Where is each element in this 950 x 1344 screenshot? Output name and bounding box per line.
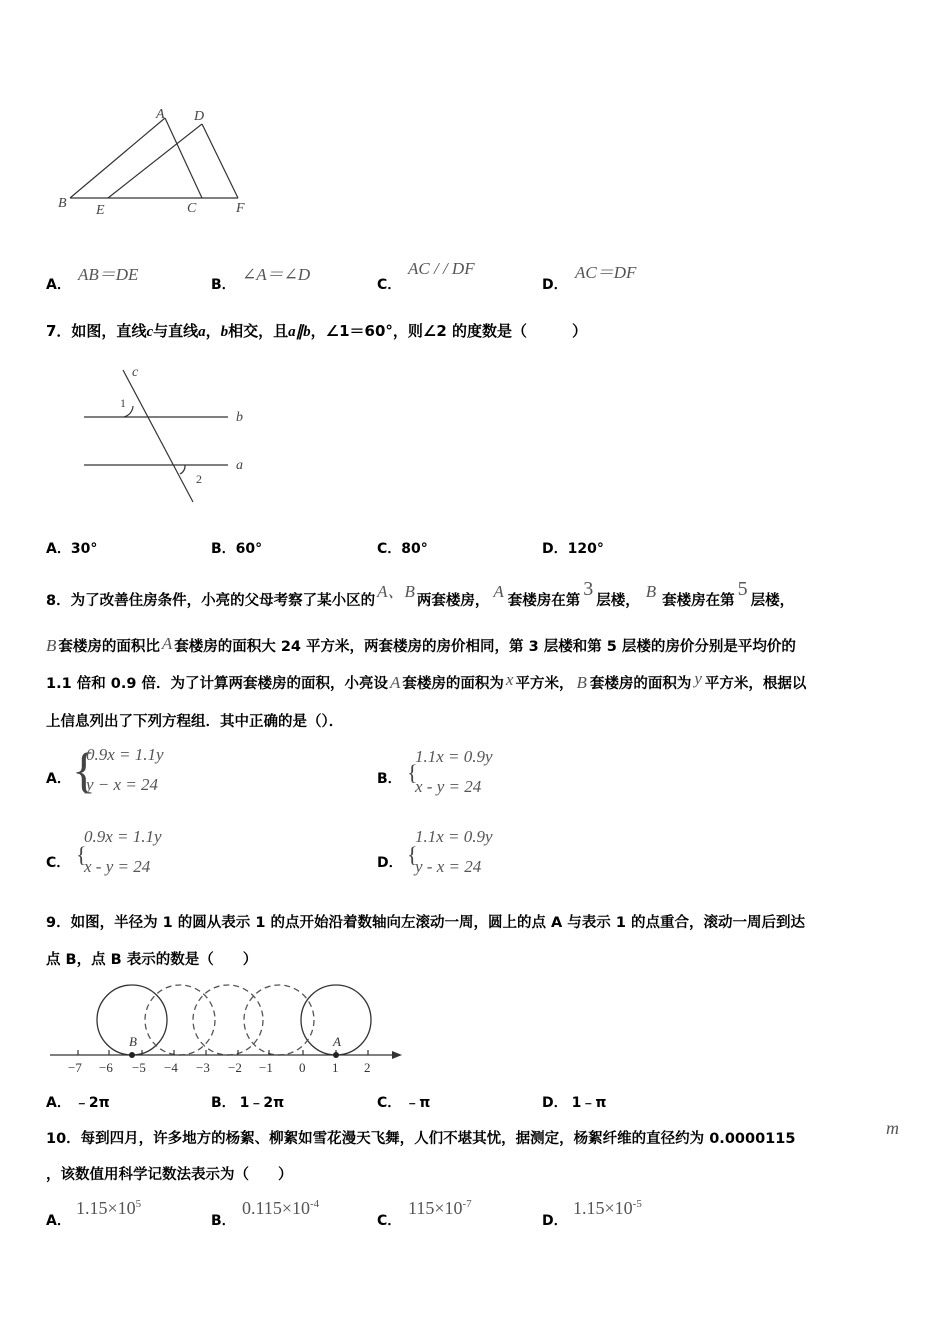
q8-text: 套楼房在第 bbox=[662, 593, 735, 609]
option-text: 80° bbox=[401, 541, 428, 557]
rolling-circle-figure bbox=[46, 976, 416, 1081]
q8-text: 套楼房的面积比 bbox=[58, 639, 160, 655]
tick-label: −7 bbox=[68, 1060, 82, 1075]
q9-option-b[interactable] bbox=[211, 1092, 284, 1112]
angle-1-label: 1 bbox=[120, 396, 126, 410]
option-text: 120° bbox=[567, 541, 604, 557]
q6-option-a-expr: AB＝DE bbox=[78, 265, 139, 284]
label-a: A bbox=[156, 107, 165, 122]
option-text: ﹣π bbox=[405, 1095, 431, 1111]
brace: { bbox=[407, 760, 418, 785]
tick-label: −4 bbox=[164, 1060, 178, 1075]
q7-stem-a: 7．如图，直线 bbox=[46, 322, 147, 340]
q8-math-3: 3 bbox=[583, 578, 594, 600]
brace: { bbox=[72, 742, 96, 798]
tick-label: −2 bbox=[228, 1060, 242, 1075]
equation-system bbox=[415, 822, 493, 882]
q10-option-c-expr bbox=[408, 1198, 472, 1219]
triangles-figure bbox=[50, 100, 270, 225]
q7-comma: ， bbox=[205, 322, 221, 340]
expr-base: 1.15×10 bbox=[573, 1198, 633, 1218]
q6-option-b-expr: ∠A＝∠D bbox=[242, 265, 311, 284]
q10-option-b[interactable] bbox=[211, 1210, 236, 1230]
q8-math-b: B bbox=[46, 636, 57, 655]
tick-label: −6 bbox=[99, 1060, 113, 1075]
option-letter: C． bbox=[377, 1095, 402, 1111]
q8-math-b: B bbox=[645, 582, 657, 601]
q10-option-a-expr bbox=[76, 1198, 141, 1219]
point-a bbox=[333, 1052, 339, 1058]
q7-option-c[interactable] bbox=[377, 538, 428, 558]
q8-math-a: A bbox=[390, 673, 401, 692]
tick-label: 1 bbox=[332, 1060, 339, 1075]
option-letter: D． bbox=[542, 541, 568, 557]
equation-1: 0.9x = 1.1y bbox=[84, 827, 162, 846]
expr-exponent: 5 bbox=[135, 1198, 142, 1210]
label-a: a bbox=[236, 458, 243, 473]
brace: { bbox=[76, 842, 87, 867]
q8-text: 层楼， bbox=[596, 593, 640, 609]
equation-1: 0.9x = 1.1y bbox=[86, 745, 164, 764]
option-text: 1﹣π bbox=[571, 1095, 607, 1111]
option-letter: C． bbox=[377, 541, 402, 557]
q8-text: 平方米， bbox=[515, 676, 574, 692]
q9-option-c[interactable] bbox=[377, 1092, 430, 1112]
q8-text: 套楼房的面积为 bbox=[402, 676, 504, 692]
q10-option-a[interactable] bbox=[46, 1210, 71, 1230]
label-c: c bbox=[132, 365, 139, 380]
label-c: C bbox=[187, 201, 197, 216]
q8-stem-line1 bbox=[46, 578, 795, 611]
tick-label: −3 bbox=[196, 1060, 210, 1075]
q9-stem-line2: 点 B，点 B 表示的数是（ ） bbox=[46, 952, 258, 968]
q8-text: 1.1 倍和 0.9 倍．为了计算两套楼房的面积，小亮设 bbox=[46, 676, 389, 692]
q7-stem-d: ，∠1＝60°，则∠2 的度数是（ ） bbox=[310, 322, 588, 340]
q10-option-d-expr bbox=[573, 1198, 642, 1219]
option-letter: D． bbox=[377, 855, 403, 871]
q8-math-5: 5 bbox=[737, 578, 748, 600]
q6-option-d-expr: AC＝DF bbox=[575, 263, 637, 282]
q10-stem-line2: ，该数值用科学记数法表示为（ ） bbox=[46, 1167, 293, 1183]
option-letter: B． bbox=[377, 771, 402, 787]
q6-option-c[interactable] bbox=[377, 274, 401, 294]
q10-option-c[interactable] bbox=[377, 1210, 401, 1230]
option-text: ﹣2π bbox=[74, 1095, 110, 1111]
equation-2: y - x = 24 bbox=[415, 857, 482, 876]
brace: { bbox=[407, 842, 418, 867]
q7-line-c: c bbox=[146, 324, 154, 340]
q6-option-c-expr: AC / / DF bbox=[408, 259, 475, 278]
q7-line-a: a bbox=[198, 324, 206, 340]
q7-option-d[interactable] bbox=[542, 538, 604, 558]
tick-label: 0 bbox=[299, 1060, 306, 1075]
option-letter: B． bbox=[211, 1095, 236, 1111]
option-letter: D． bbox=[542, 1213, 568, 1229]
option-text: 60° bbox=[235, 541, 263, 557]
tick-label: 2 bbox=[364, 1060, 371, 1075]
option-letter: B． bbox=[211, 277, 236, 293]
option-letter: A． bbox=[46, 1213, 71, 1229]
q8-text: 两套楼房， bbox=[416, 593, 490, 609]
label-b: b bbox=[236, 410, 243, 425]
q8-text: 套楼房在第 bbox=[507, 593, 581, 609]
q10-option-b-expr bbox=[242, 1198, 319, 1219]
q9-stem-line1: 9．如图，半径为 1 的圆从表示 1 的点开始沿着数轴向左滚动一周，圆上的点 A 与表示 1 的点重合，滚动一周后到达 bbox=[46, 915, 805, 931]
q7-stem-c: 相交，且 bbox=[228, 322, 289, 340]
equation-2: y − x = 24 bbox=[86, 775, 159, 794]
option-letter: C． bbox=[377, 1213, 402, 1229]
q7-line-b: b bbox=[220, 324, 229, 340]
option-letter: D． bbox=[542, 277, 568, 293]
q6-option-d[interactable] bbox=[542, 274, 568, 294]
q7-option-b[interactable] bbox=[211, 538, 262, 558]
q7-option-a[interactable] bbox=[46, 538, 97, 558]
label-a: A bbox=[333, 1034, 341, 1049]
q8-text: 平方米，根据以 bbox=[704, 676, 807, 692]
expr-base: 115×10 bbox=[408, 1198, 463, 1218]
option-letter: A． bbox=[46, 277, 71, 293]
option-letter: C． bbox=[46, 855, 71, 871]
label-d: D bbox=[194, 109, 205, 124]
equation-system bbox=[415, 742, 493, 802]
option-text: 1﹣2π bbox=[239, 1095, 285, 1111]
q10-unit: m bbox=[886, 1118, 899, 1138]
expr-exponent: -4 bbox=[309, 1198, 320, 1210]
expr-base: 1.15×10 bbox=[76, 1198, 136, 1218]
q8-math-a: A bbox=[493, 582, 504, 601]
label-e: E bbox=[96, 203, 105, 218]
tick-label: −1 bbox=[259, 1060, 273, 1075]
q8-stem-line4: 上信息列出了下列方程组．其中正确的是（）． bbox=[46, 714, 344, 730]
q7-parallel: a∥b bbox=[288, 324, 311, 340]
q8-math-x: x bbox=[505, 670, 514, 689]
q8-text: 层楼， bbox=[750, 593, 795, 609]
q8-text: 套楼房的面积为 bbox=[589, 676, 692, 692]
option-letter: D． bbox=[542, 1095, 568, 1111]
q6-option-b[interactable] bbox=[211, 274, 236, 294]
label-b: B bbox=[129, 1034, 137, 1049]
option-text: 30° bbox=[70, 541, 98, 557]
q7-stem bbox=[46, 320, 587, 341]
q6-option-a[interactable] bbox=[46, 274, 71, 294]
expr-exponent: -7 bbox=[462, 1198, 472, 1210]
expr-exponent: -5 bbox=[632, 1198, 642, 1210]
q8-math-ab: A、B bbox=[377, 582, 415, 601]
equation-2: x - y = 24 bbox=[415, 777, 482, 796]
q10-option-d[interactable] bbox=[542, 1210, 568, 1230]
q8-stem-line2 bbox=[46, 635, 796, 656]
q8-text: 8．为了改善住房条件，小亮的父母考察了某小区的 bbox=[46, 593, 376, 609]
option-letter: A． bbox=[46, 541, 71, 557]
point-b bbox=[129, 1052, 135, 1058]
q8-math-y: y bbox=[694, 669, 702, 688]
expr-base: 0.115×10 bbox=[242, 1198, 310, 1218]
equation-1: 1.1x = 0.9y bbox=[415, 747, 493, 766]
option-letter: C． bbox=[377, 277, 402, 293]
q8-stem-line3 bbox=[46, 669, 807, 693]
q10-stem-line1: 10．每到四月，许多地方的杨絮、柳絮如雪花漫天飞舞，人们不堪其忧，据测定，杨絮纤维的直径约为 0.0000115 bbox=[46, 1131, 796, 1147]
q8-text: 套楼房的面积大 24 平方米，两套楼房的房价相同，第 3 层楼和第 5 层楼的房价分别是平均价的 bbox=[174, 639, 796, 655]
option-letter: B． bbox=[211, 1213, 236, 1229]
angle-2-label: 2 bbox=[196, 472, 202, 486]
equation-1: 1.1x = 0.9y bbox=[415, 827, 493, 846]
q7-stem-b: 与直线 bbox=[153, 322, 199, 340]
q9-option-d[interactable] bbox=[542, 1092, 606, 1112]
label-b: B bbox=[58, 196, 67, 211]
option-letter: B． bbox=[211, 541, 236, 557]
q8-math-b: B bbox=[576, 673, 587, 692]
parallel-lines-figure bbox=[70, 362, 270, 512]
q9-option-a[interactable] bbox=[46, 1092, 110, 1112]
q8-math-a: A bbox=[161, 634, 173, 653]
option-letter: A． bbox=[46, 771, 71, 787]
equation-2: x - y = 24 bbox=[84, 857, 151, 876]
label-f: F bbox=[236, 201, 245, 216]
option-letter: A． bbox=[46, 1095, 71, 1111]
equation-system bbox=[86, 740, 164, 800]
equation-system bbox=[84, 822, 162, 882]
tick-label: −5 bbox=[132, 1060, 146, 1075]
